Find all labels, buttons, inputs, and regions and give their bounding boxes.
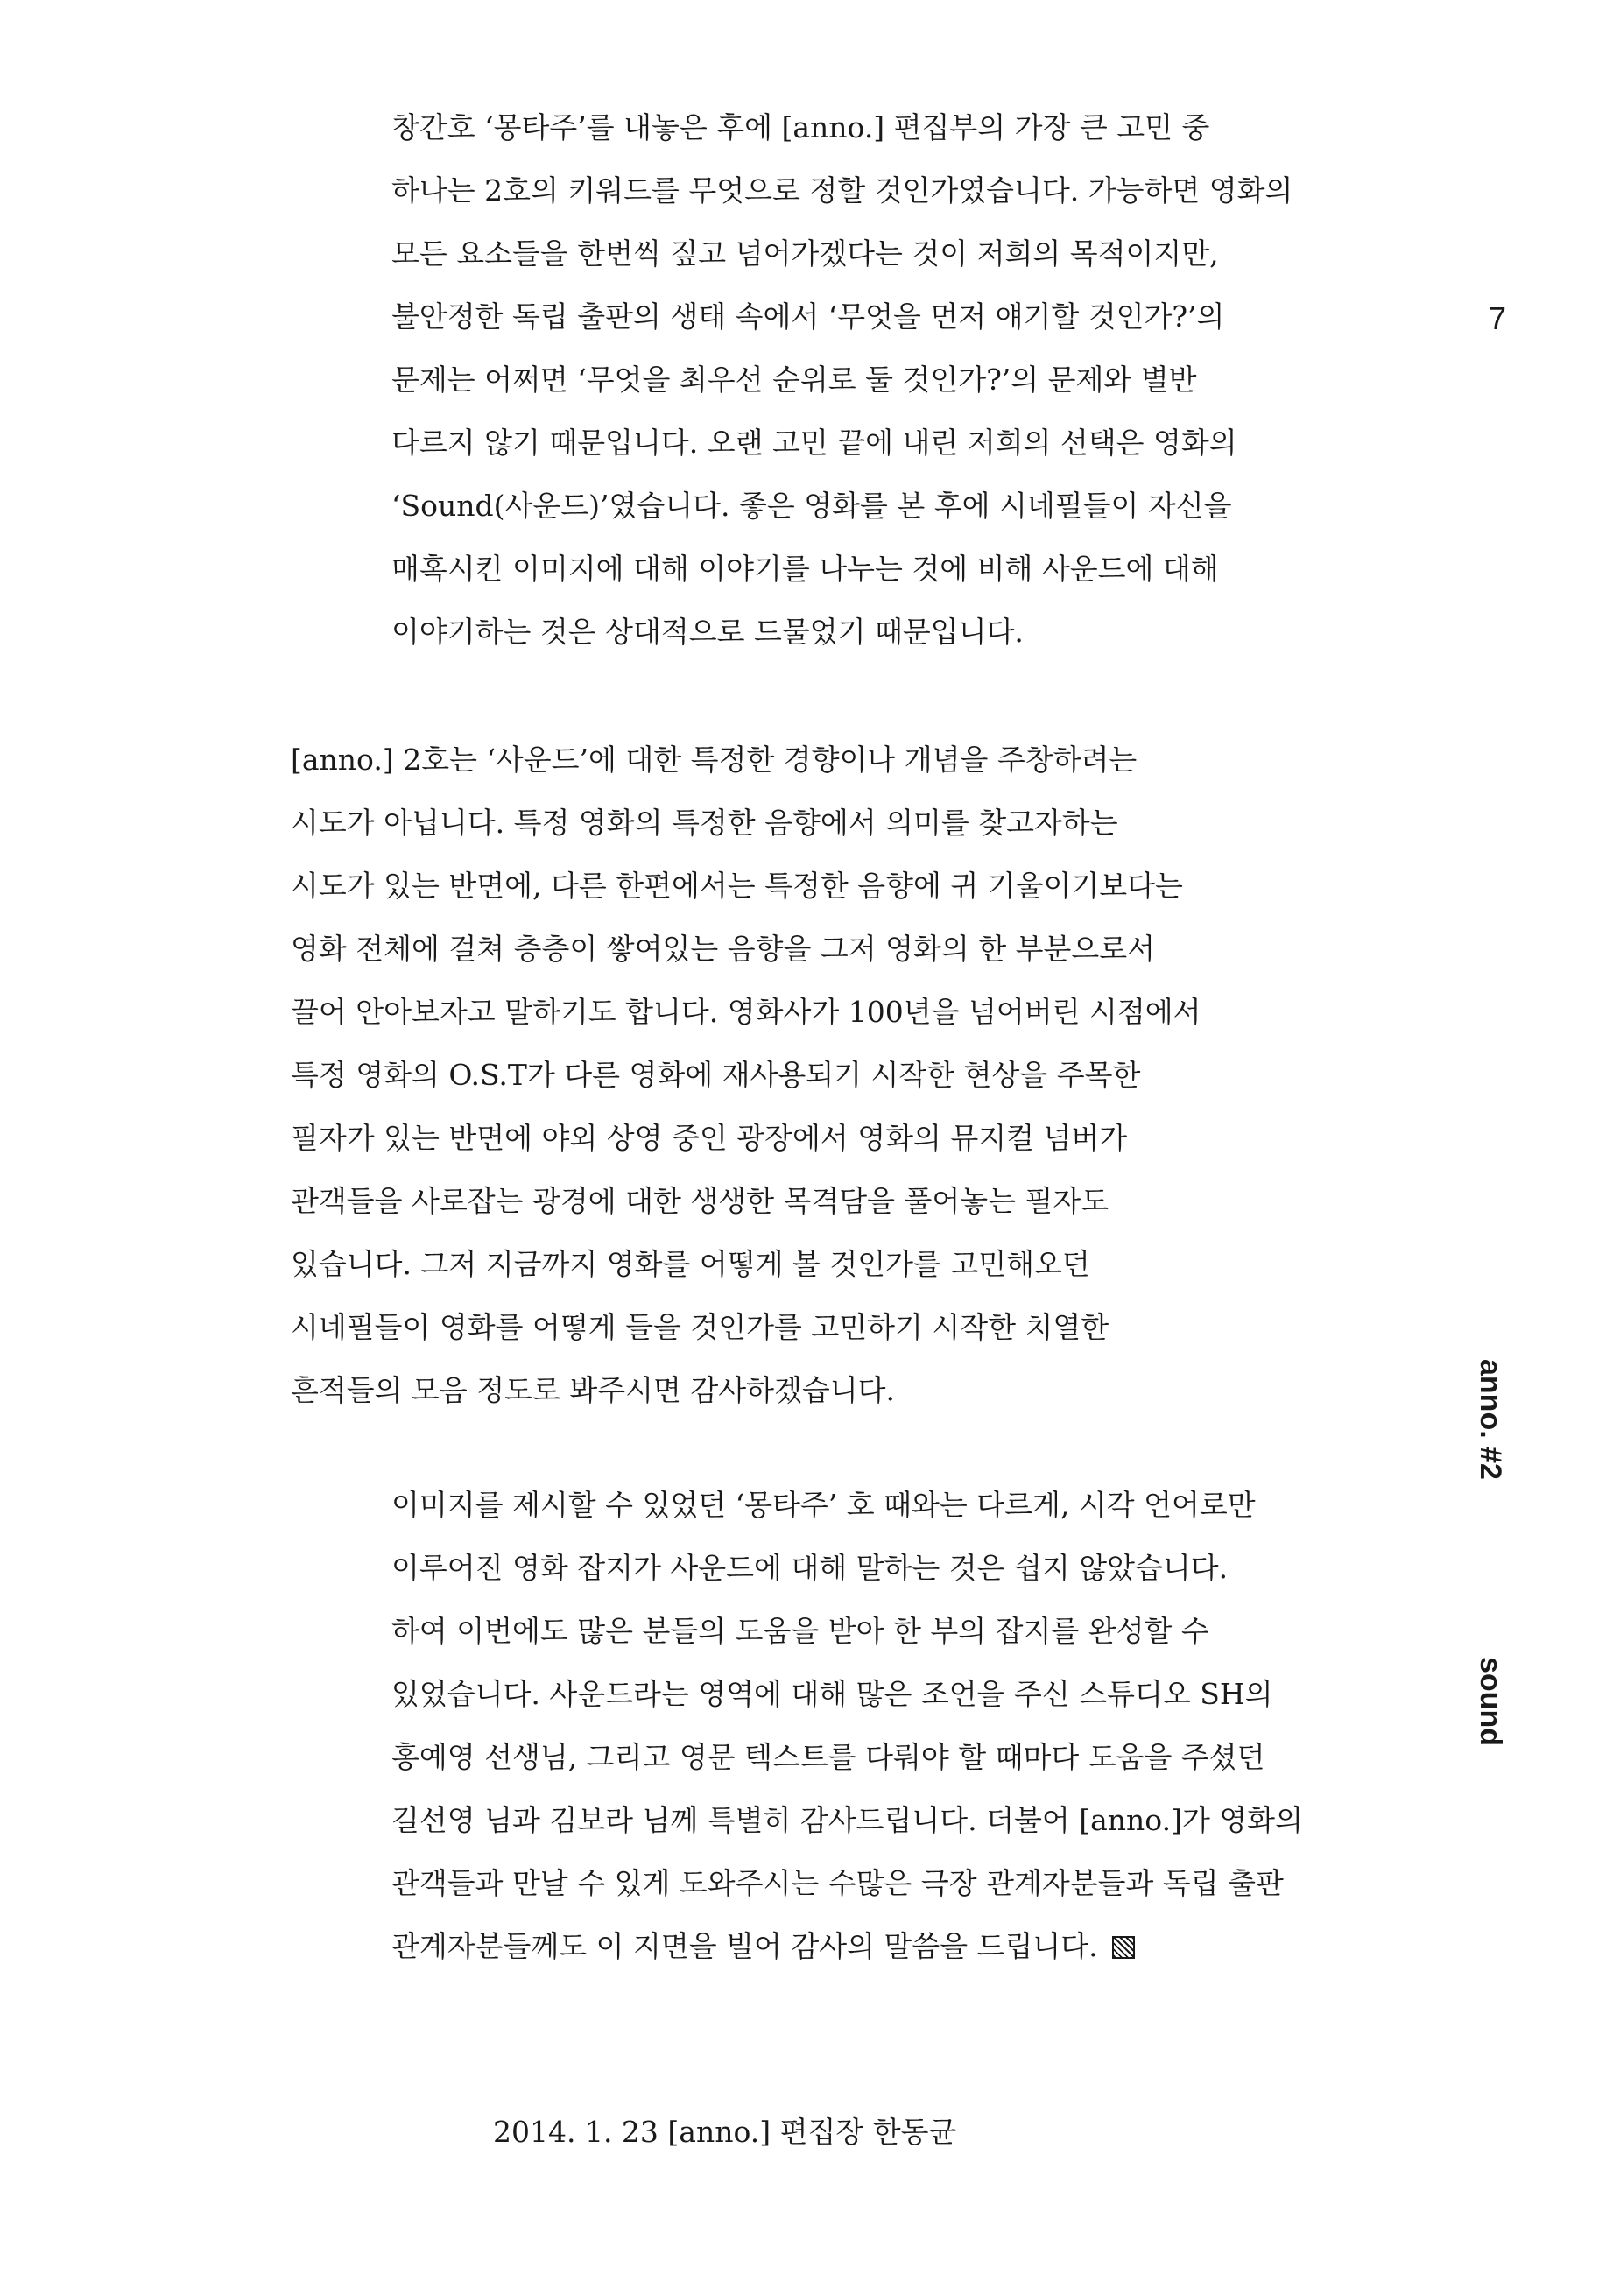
end-mark-icon xyxy=(1112,1936,1135,1959)
text-line: 홍예영 선생님, 그리고 영문 텍스트를 다뤄야 할 때마다 도움을 주셨던 xyxy=(391,1740,1265,1774)
text-line: 하여 이번에도 많은 분들의 도움을 받아 한 부의 잡지를 완성할 수 xyxy=(391,1614,1209,1648)
text-line: 하나는 2호의 키워드를 무엇으로 정할 것인가였습니다. 가능하면 영화의 xyxy=(391,173,1293,208)
editorial-paragraph-main xyxy=(291,729,1289,1422)
text-line: 영화 전체에 걸쳐 층층이 쌓여있는 음향을 그저 영화의 한 부분으로서 xyxy=(291,932,1155,966)
text-line: [anno.] 2호는 ‘사운드’에 대한 특정한 경향이나 개념을 주창하려는 xyxy=(291,743,1138,777)
text-line-content: 관계자분들께도 이 지면을 빌어 감사의 말씀을 드립니다. xyxy=(391,1929,1098,1963)
text-line: 시네필들이 영화를 어떻게 들을 것인가를 고민하기 시작한 치열한 xyxy=(291,1310,1109,1344)
text-line: 있습니다. 그저 지금까지 영화를 어떻게 볼 것인가를 고민해오던 xyxy=(291,1247,1090,1281)
text-line: 이루어진 영화 잡지가 사운드에 대해 말하는 것은 쉽지 않았습니다. xyxy=(391,1551,1229,1585)
text-line: 필자가 있는 반면에 야외 상영 중인 광장에서 영화의 뮤지컬 넘버가 xyxy=(291,1121,1128,1155)
text-line: 관객들을 사로잡는 광경에 대한 생생한 목격담을 풀어놓는 필자도 xyxy=(291,1184,1109,1218)
text-line: 길선영 님과 김보라 님께 특별히 감사드립니다. 더불어 [anno.]가 영화의 xyxy=(391,1803,1303,1837)
text-line: 관객들과 만날 수 있게 도와주시는 수많은 극장 관계자분들과 독립 출판 xyxy=(391,1866,1284,1900)
text-line: 창간호 ‘몽타주’를 내놓은 후에 [anno.] 편집부의 가장 큰 고민 중 xyxy=(391,110,1210,144)
editorial-paragraph-intro xyxy=(391,96,1390,664)
text-line: 시도가 있는 반면에, 다른 한편에서는 특정한 음향에 귀 기울이기보다는 xyxy=(291,869,1183,903)
text-line: 있었습니다. 사운드라는 영역에 대해 많은 조언을 주신 스튜디오 SH의 xyxy=(391,1677,1273,1711)
text-line-last xyxy=(391,1915,1390,1978)
text-line: 문제는 어쩌면 ‘무엇을 최우선 순위로 둘 것인가?’의 문제와 별반 xyxy=(391,363,1197,397)
section-label: sound xyxy=(1474,1657,1507,1746)
text-line: 불안정한 독립 출판의 생태 속에서 ‘무엇을 먼저 얘기할 것인가?’의 xyxy=(391,299,1225,334)
text-line: 흔적들의 모음 정도로 봐주시면 감사하겠습니다. xyxy=(291,1373,896,1407)
text-line: 시도가 아닙니다. 특정 영화의 특정한 음향에서 의미를 찾고자하는 xyxy=(291,806,1118,840)
text-line: ‘Sound(사운드)’였습니다. 좋은 영화를 본 후에 시네필들이 자신을 xyxy=(391,489,1232,523)
text-line: 끌어 안아보자고 말하기도 합니다. 영화사가 100년을 넘어버린 시점에서 xyxy=(291,995,1201,1029)
editor-signature: 2014. 1. 23 [anno.] 편집장 한동균 xyxy=(493,2115,957,2149)
page-number: 7 xyxy=(1488,300,1507,336)
text-line: 이야기하는 것은 상대적으로 드물었기 때문입니다. xyxy=(391,615,1024,649)
text-line: 특정 영화의 O.S.T가 다른 영화에 재사용되기 시작한 현상을 주목한 xyxy=(291,1058,1141,1092)
issue-label: anno. #2 xyxy=(1474,1359,1507,1480)
text-line: 모든 요소들을 한번씩 짚고 넘어가겠다는 것이 저희의 목적이지만, xyxy=(391,236,1219,271)
text-line: 다르지 않기 때문입니다. 오랜 고민 끝에 내린 저희의 선택은 영화의 xyxy=(391,426,1237,460)
text-line: 이미지를 제시할 수 있었던 ‘몽타주’ 호 때와는 다르게, 시각 언어로만 xyxy=(391,1488,1256,1522)
text-line: 매혹시킨 이미지에 대해 이야기를 나누는 것에 비해 사운드에 대해 xyxy=(391,552,1219,586)
editorial-paragraph-thanks xyxy=(391,1474,1390,1978)
